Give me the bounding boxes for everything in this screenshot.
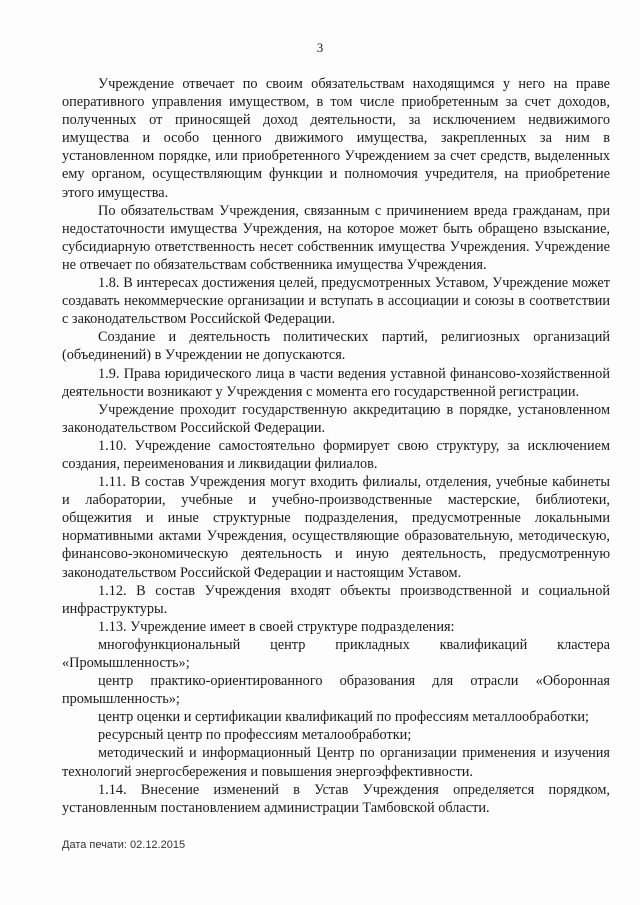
- paragraph: 1.13. Учреждение имеет в своей структуре подразделения:: [98, 618, 455, 635]
- paragraph: ресурсный центр по профессиям металообработки;: [98, 727, 412, 744]
- document-body: [62, 75, 610, 817]
- paragraph: центр оценки и сертификации квалификаций по профессиям металлообработки;: [98, 709, 590, 726]
- paragraph: 1.12. В состав Учреждения входят объекты производственной и социальной инфраструктуры.: [62, 582, 610, 617]
- paragraph: 1.11. В состав Учреждения могут входить филиалы, отделения, учебные кабинеты и лаборатории, учебные и учебно-производственные мастерские, библиотеки, общежития и иные структурные подразделения, предусмотренные локальными нормативными актами Учреждения, осуществляющие образовательную, методическую, финансово-экономическую деятельность и иную деятельность, предусмотренную законодательством Российской Федерации и настоящим Уставом.: [62, 474, 610, 581]
- paragraph: Учреждение отвечает по своим обязательствам находящимся у него на праве оперативного управления имуществом, в том числе приобретенным за счет доходов, полученных от приносящей доход деятельности, за исключением недвижимого имущества и особо ценного движимого имущества, закрепленных за ним в установленном порядке, или приобретенного Учреждением за счет средств, выделенных ему органом, осуществляющим функции и полномочия учредителя, на приобретение этого имущества.: [62, 76, 610, 201]
- paragraph: 1.10. Учреждение самостоятельно формирует свою структуру, за исключением создания, переименования и ликвидации филиалов.: [62, 437, 610, 472]
- paragraph: многофункциональный центр прикладных квалификаций кластера «Промышленность»;: [62, 636, 610, 671]
- page-number: 3: [316, 40, 324, 55]
- paragraph: методический и информационный Центр по организации применения и изучения технологий энергосбережения и повышения энергоэффективности.: [62, 745, 610, 780]
- paragraph: Учреждение проходит государственную аккредитацию в порядке, установленном законодательством Российской Федерации.: [62, 401, 610, 436]
- paragraph: 1.8. В интересах достижения целей, предусмотренных Уставом, Учреждение может создавать некоммерческие организации и вступать в ассоциации и союзы в соответствии с законодательством Российской Федерации.: [62, 275, 610, 328]
- print-date-footer: Дата печати: 02.12.2015: [62, 839, 186, 851]
- paragraph: 1.9. Права юридического лица в части ведения уставной финансово-хозяйственной деятельности возникают у Учреждения с момента его государственной регистрации.: [62, 365, 610, 400]
- paragraph: 1.14. Внесение изменений в Устав Учреждения определяется порядком, установленным постановлением администрации Тамбовской области.: [62, 781, 610, 816]
- paragraph: центр практико-ориентированного образования для отрасли «Оборонная промышленность»;: [62, 673, 610, 708]
- paragraph: Создание и деятельность политических партий, религиозных организаций (объединений) в Учреждении не допускаются.: [62, 329, 610, 364]
- paragraph: По обязательствам Учреждения, связанным с причинением вреда гражданам, при недостаточности имущества Учреждения, на которое может быть обращено взыскание, субсидиарную ответственность несет собственник имущества Учреждения. Учреждение не отвечает по обязательствам собственника имущества Учреждения.: [62, 202, 610, 273]
